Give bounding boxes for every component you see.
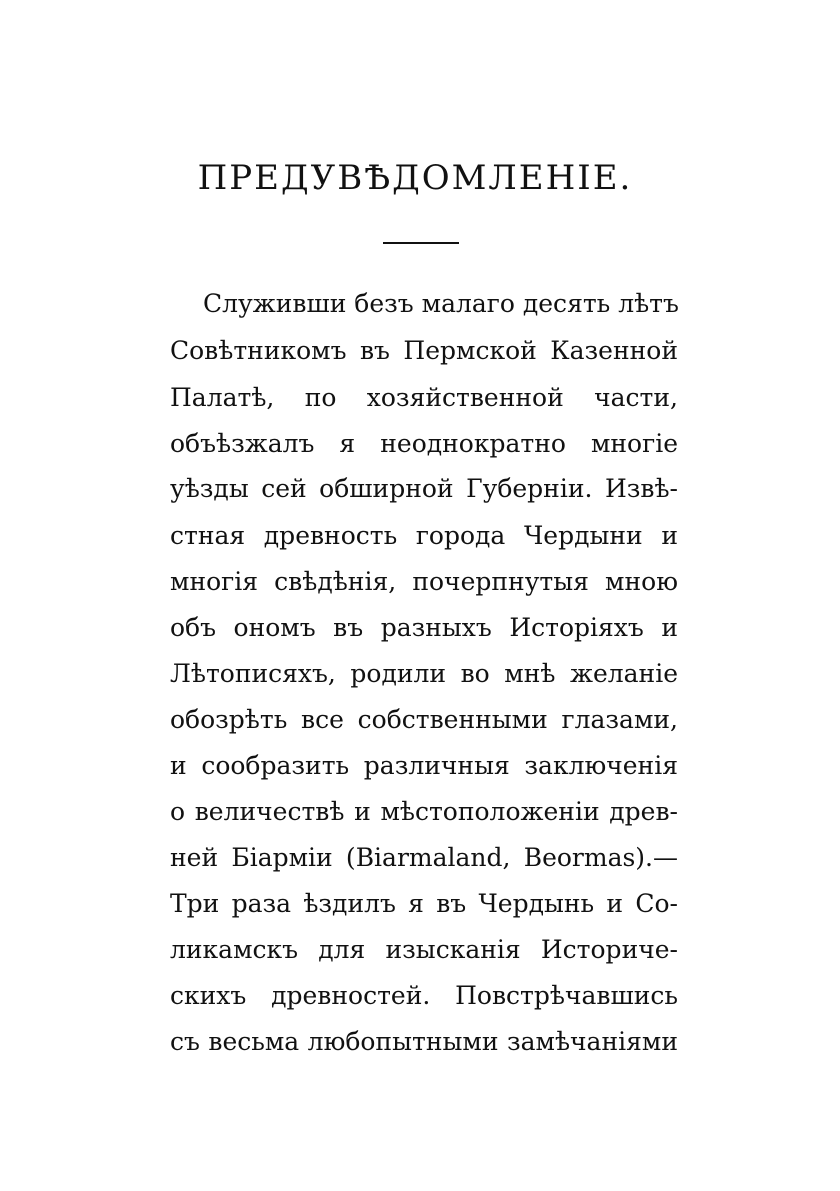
paragraph-line: и сообразить различныя заключенія <box>170 751 678 780</box>
paragraph-line: о величествѣ и мѣстоположеніи древ- <box>170 797 678 826</box>
paragraph-line: объ ономъ въ разныхъ Исторіяхъ и <box>170 613 678 642</box>
paragraph-line: съ весьма любопытными замѣчаніями <box>170 1027 678 1056</box>
paragraph-line: Три раза ѣздилъ я въ Чердынь и Со- <box>170 889 678 918</box>
paragraph-line: Совѣтникомъ въ Пермской Казенной <box>170 336 678 365</box>
title-divider <box>383 242 459 244</box>
paragraph-line: Палатѣ, по хозяйственной части, <box>170 383 678 412</box>
paragraph-line: Служивши безъ малаго десять лѣтъ <box>203 289 679 318</box>
paragraph-line: ней Біарміи (Biarmaland, Beormas).— <box>170 843 678 872</box>
paragraph-line: уѣзды сей обширной Губерніи. Извѣ- <box>170 474 678 503</box>
paragraph-line: стная древность города Чердыни и <box>170 521 678 550</box>
page-title: ПРЕДУВѢДОМЛЕНІЕ. <box>197 158 633 198</box>
paragraph-line: объѣзжалъ я неоднократно многіе <box>170 429 678 458</box>
paragraph-line: ликамскъ для изысканія Историче- <box>170 935 678 964</box>
paragraph-line: обозрѣть все собственными глазами, <box>170 705 678 734</box>
paragraph-line: многія свѣдѣнія, почерпнутыя мною <box>170 567 678 596</box>
paragraph-line: Лѣтописяхъ, родили во мнѣ желаніе <box>170 659 678 688</box>
paragraph-line: скихъ древностей. Повстрѣчавшись <box>170 981 678 1010</box>
